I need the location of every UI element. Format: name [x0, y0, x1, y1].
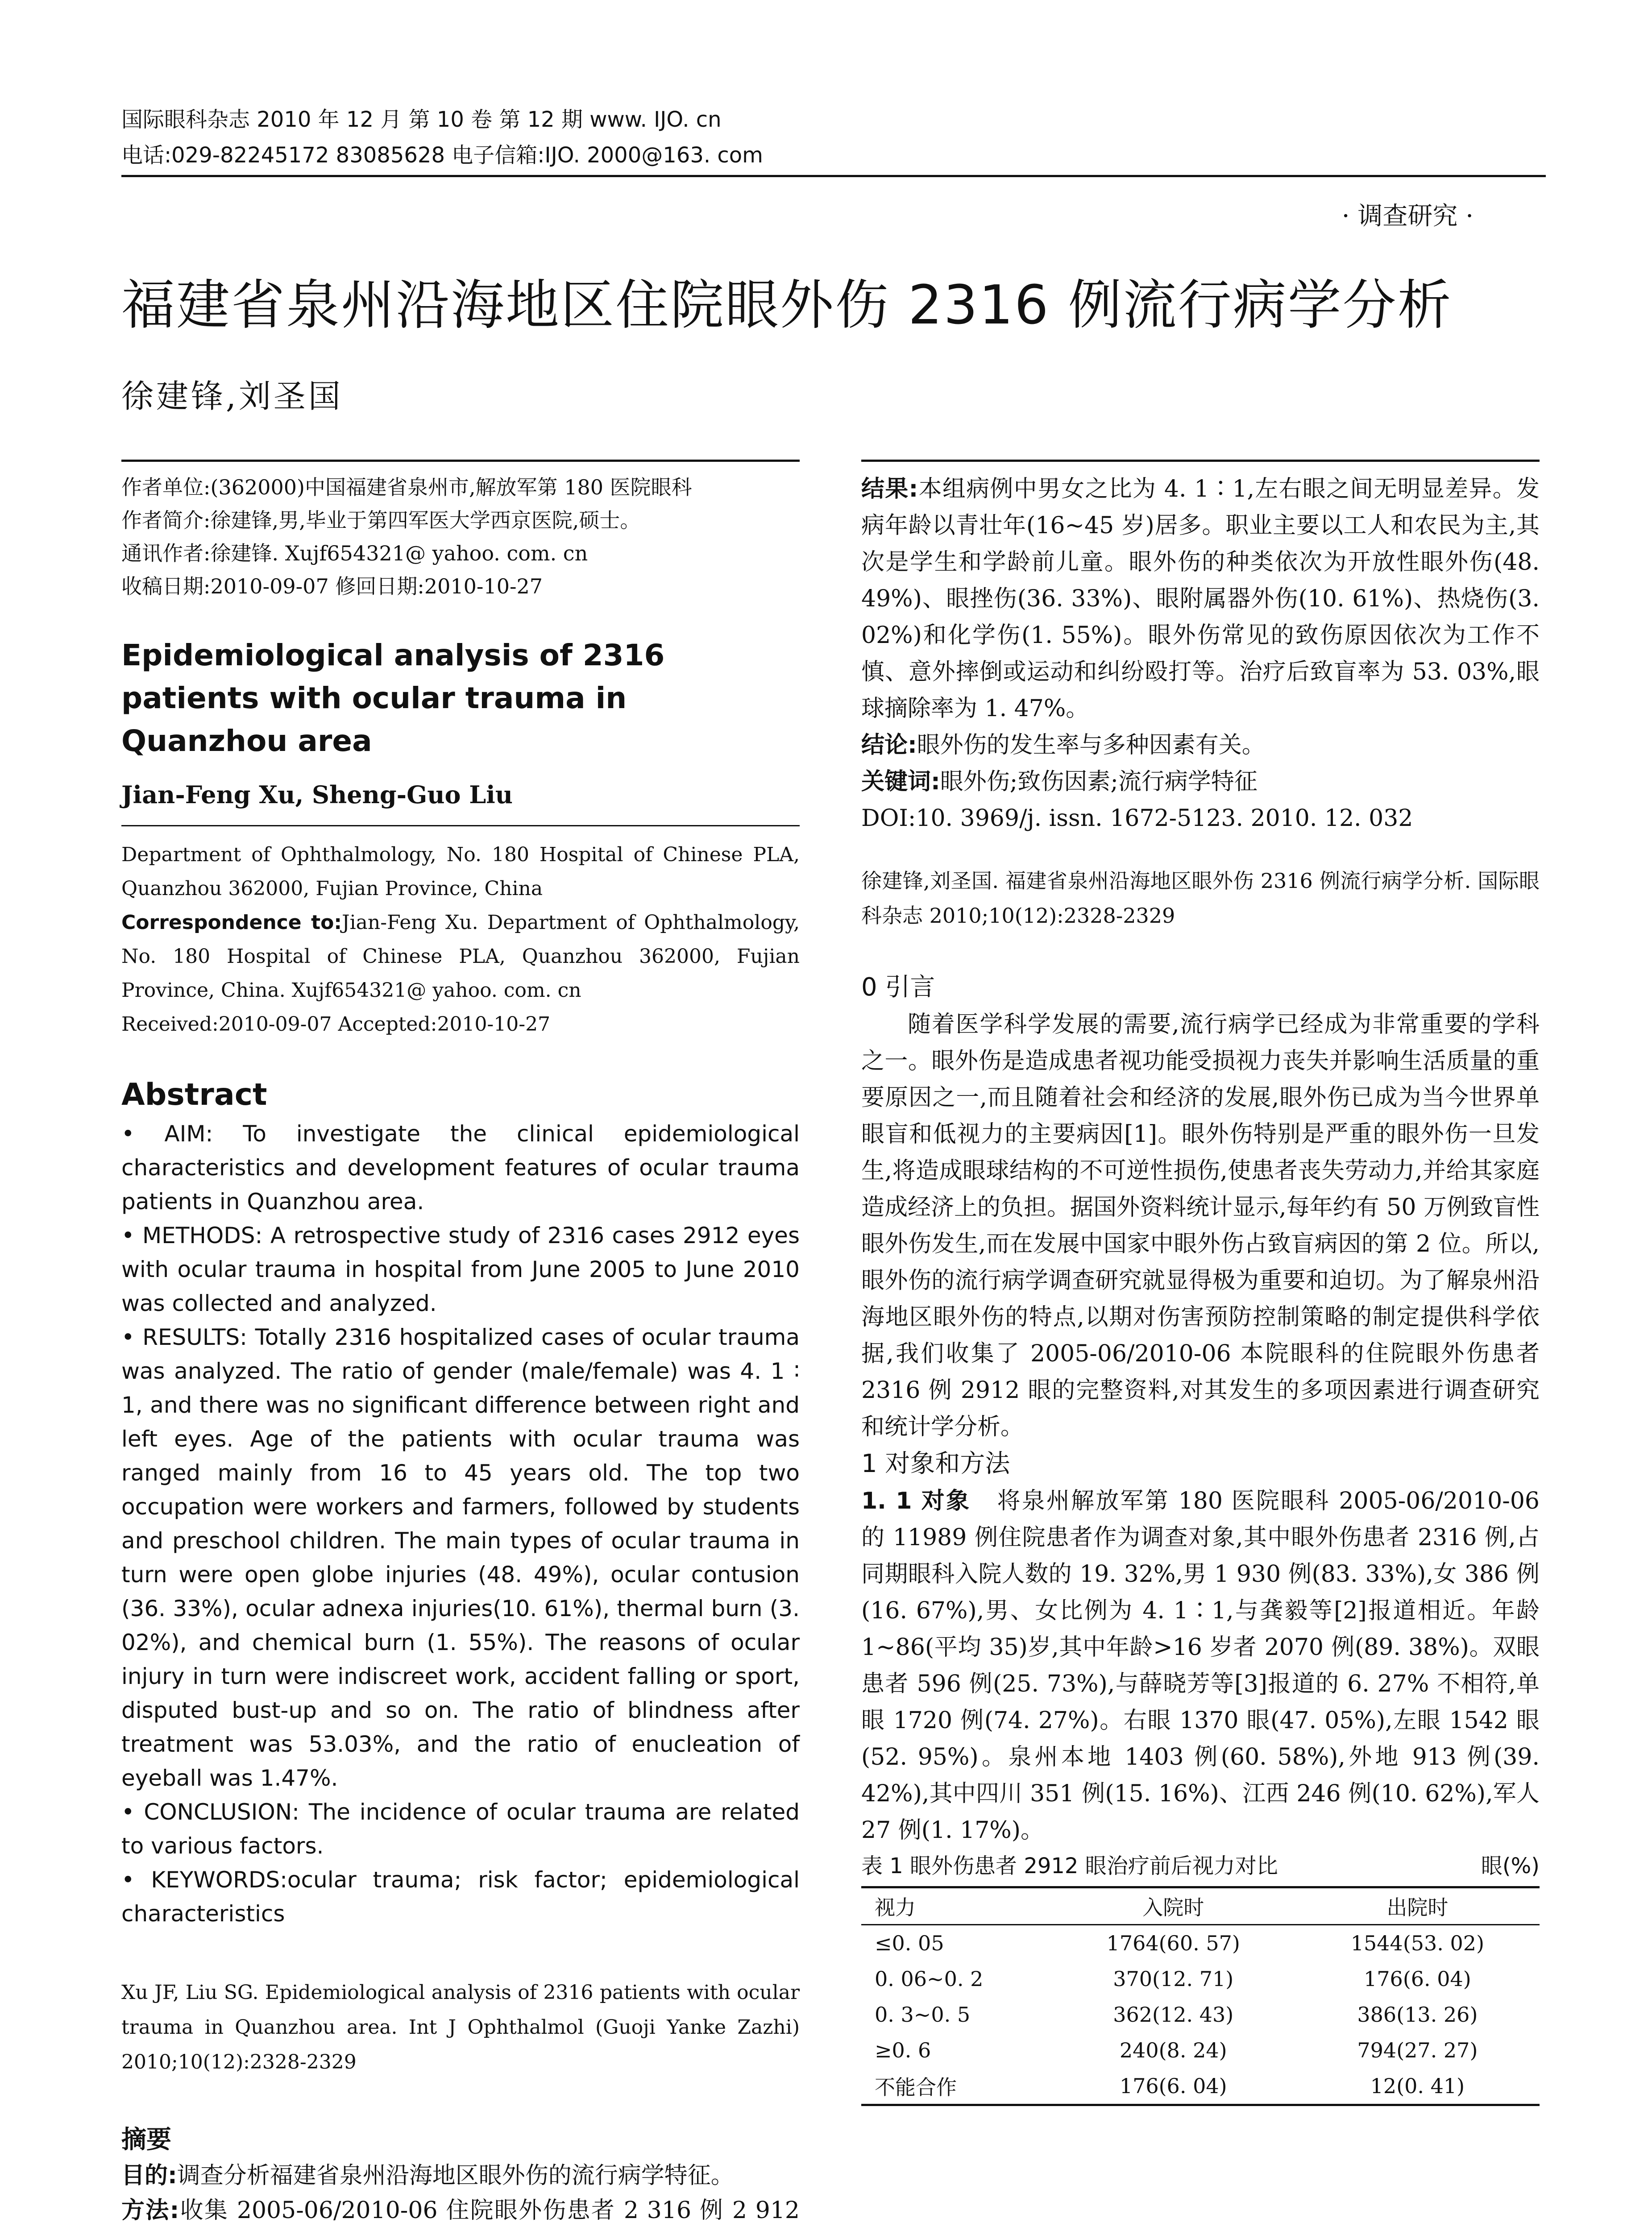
- author-affiliation: 作者单位:(362000)中国福建省泉州市,解放军第 180 医院眼科: [121, 475, 692, 499]
- abstract-cn-text: 本组病例中男女之比为 4. 1∶1,左右眼之间无明显差异。发病年龄以青壮年(16~45 岁)居多。职业主要以工人和农民为主,其次是学生和学龄前儿童。眼外伤的种类依次为开放性眼外伤(48. 49%)、眼挫伤(36. 33%)、眼附属器外伤(10. 61%)、热烧伤(3. 02%)和化学伤(1. 55%)。眼外伤常见的致伤原因依次为工作不慎、意外摔倒或运动和纠纷殴打等。治疗后致盲率为 53. 03%,眼球摘除率为 1. 47%。: [861, 476, 1540, 722]
- table-cell: 1764(60. 57): [1106, 1931, 1240, 1955]
- left-column-rule: [121, 460, 800, 462]
- abstract-cn-methods: [121, 2193, 800, 2231]
- intro-heading: 0 引言: [861, 973, 935, 1002]
- abstract-text: ocular trauma; risk factor; epidemiological characteristics: [121, 1867, 800, 1927]
- header-rule: [121, 175, 1546, 177]
- abstract-cn-label: 方法:: [121, 2197, 179, 2224]
- abstract-heading: Abstract: [121, 1077, 267, 1112]
- abstract-cn-results: [861, 471, 1540, 727]
- abstract-text: Totally 2316 hospitalized cases of ocular trauma was analyzed. The ratio of gender (male/female) was 4. 1 ∶ 1, and there was no significant difference between right and left eyes. Age of the patients with ocular trauma was ranged mainly from 16 to 45 years old. The top two occupation were workers and farmers, followed by students and preschool children. The main types of ocular trauma in turn were open globe injuries (48. 49%), ocular contusion (36. 33%), ocular adnexa injuries(10. 61%), thermal burn (3. 02%), and chemical burn (1. 55%). The reasons of ocular injury in turn were indiscreet work, accident falling or sport, disputed bust-up and so on. The ratio of blindness after treatment was 53.03%, and the ratio of enucleation of eyeball was 1.47%.: [121, 1324, 800, 1791]
- abstract-cn-heading: 摘要: [121, 2125, 171, 2154]
- right-column-rule: [861, 460, 1540, 462]
- correspondence-en: [121, 906, 800, 1008]
- abstract-methods: [121, 1219, 800, 1320]
- doi-text: DOI:10. 3969/j. issn. 1672-5123. 2010. 12. 032: [861, 805, 1413, 832]
- abstract-cn-left: [121, 2158, 800, 2231]
- abstract-cn-label: 结果:: [861, 476, 918, 502]
- abstract-cn-objective: [121, 2158, 800, 2193]
- abstract-text: To investigate the clinical epidemiological characteristics and development features of ocular trauma patients in Quanzhou area.: [121, 1121, 800, 1215]
- table-cell: 1544(53. 02): [1350, 1931, 1485, 1955]
- abstract-label: • KEYWORDS:: [121, 1867, 287, 1893]
- author-info: [121, 471, 800, 603]
- table-cell: 0. 3~0. 5: [875, 2003, 971, 2027]
- table-header: 出院时: [1386, 1895, 1449, 1920]
- abstract-aim: [121, 1117, 800, 1219]
- abstract-cn-conclusion: [861, 727, 1540, 763]
- authors-en: Jian-Feng Xu, Sheng-Guo Liu: [121, 780, 513, 809]
- abstract-cn-text: 收集 2005-06/2010-06 住院眼外伤患者 2 316 例 2 912: [179, 2197, 800, 2224]
- subjects-label: 1. 1 对象: [861, 1488, 971, 1514]
- table-cell: ≥0. 6: [875, 2038, 931, 2062]
- abstract-cn-label: 结论:: [861, 732, 917, 759]
- submission-dates: 收稿日期:2010-09-07 修回日期:2010-10-27: [121, 574, 543, 598]
- abstract-label: • AIM:: [121, 1121, 213, 1147]
- table-row: [861, 1961, 1540, 1997]
- authors-cn: 徐建锋,刘圣国: [121, 377, 343, 415]
- abstract-results: [121, 1320, 800, 1795]
- journal-header-line2: 电话:029-82245172 83085628 电子信箱:IJO. 2000@163. com: [121, 143, 763, 168]
- affiliation-en: Department of Ophthalmology, No. 180 Hospital of Chinese PLA, Quanzhou 362000, Fujian Province, China: [121, 843, 800, 900]
- table-caption-text: 表 1 眼外伤患者 2912 眼治疗前后视力对比: [861, 1854, 1278, 1879]
- citation-en: Xu JF, Liu SG. Epidemiological analysis of 2316 patients with ocular trauma in Quanzhou area. Int J Ophthalmol (Guoji Yanke Zazhi) 2010;10(12):2328-2329: [121, 1981, 800, 2073]
- subjects-text: 将泉州解放军第 180 医院眼科 2005-06/2010-06 的 11989 例住院患者作为调查对象,其中眼外伤患者 2316 例,占同期眼科入院人数的 19. 32%,男 1 930 例(83. 33%),女 386 例(16. 67%),男、女比例为 4. 1∶1,与龚毅等[2]报道相近。年龄 1~86(平均 35)岁,其中年龄>16 岁者 2070 例(89. 38%)。双眼患者 596 例(25. 73%),与薛晓芳等[3]报道的 6. 27% 不相符,单眼 1720 例(74. 27%)。右眼 1370 眼(47. 05%),左眼 1542 眼(52. 95%)。泉州本地 1403 例(60. 58%),外地 913 例(39. 42%),其中四川 351 例(15. 16%)、江西 246 例(10. 62%),军人 27 例(1. 17%)。: [861, 1488, 1540, 1844]
- table-cell: 不能合作: [875, 2075, 957, 2099]
- table-row: [861, 2032, 1540, 2068]
- abstract-label: • CONCLUSION:: [121, 1799, 299, 1825]
- table-cell: 176(6. 04): [1119, 2074, 1227, 2098]
- abstract-cn-label: 关键词:: [861, 768, 940, 795]
- table-header: 视力: [875, 1895, 916, 1920]
- table-row: [861, 1925, 1540, 1961]
- abstract-label: • METHODS:: [121, 1223, 263, 1248]
- table-cell: 794(27. 27): [1357, 2038, 1478, 2062]
- abstract-keywords: [121, 1863, 800, 1931]
- section-tag: · 调查研究 ·: [1341, 202, 1474, 231]
- table-cell: 240(8. 24): [1119, 2038, 1227, 2062]
- affiliation-rule: [121, 825, 800, 826]
- table-row: [861, 2068, 1540, 2105]
- abstract-text: The incidence of ocular trauma are related to various factors.: [121, 1799, 800, 1859]
- table-cell: ≤0. 05: [875, 1931, 944, 1955]
- correspondence-label: Correspondence to:: [121, 911, 342, 934]
- abstract-cn-text: 眼外伤的发生率与多种因素有关。: [917, 732, 1265, 759]
- doi: [861, 800, 1540, 837]
- article-title-en: Epidemiological analysis of 2316 patients with ocular trauma in Quanzhou area: [121, 638, 665, 758]
- citation-cn: 徐建锋,刘圣国. 福建省泉州沿海地区眼外伤 2316 例流行病学分析. 国际眼科杂志 2010;10(12):2328-2329: [861, 869, 1540, 928]
- methods-heading: 1 对象和方法: [861, 1449, 1010, 1478]
- table-cell: 12(0. 41): [1370, 2074, 1465, 2098]
- table-cell: 362(12. 43): [1113, 2003, 1234, 2027]
- table-cell: 0. 06~0. 2: [875, 1967, 984, 1991]
- abstract-text: A retrospective study of 2316 cases 2912 eyes with ocular trauma in hospital from June 2005 to June 2010 was collected and analyzed.: [121, 1223, 800, 1316]
- intro-text: 随着医学科学发展的需要,流行病学已经成为非常重要的学科之一。眼外伤是造成患者视功能受损视力丧失并影响生活质量的重要原因之一,而且随着社会和经济的发展,眼外伤已成为当今世界单眼盲和低视力的主要病因[1]。眼外伤特别是严重的眼外伤一旦发生,将造成眼球结构的不可逆性损伤,使患者丧失劳动力,并给其家庭造成经济上的负担。据国外资料统计显示,每年约有 50 万例致盲性眼外伤发生,而在发展中国家中眼外伤占致盲病因的第 2 位。所以,眼外伤的流行病学调查研究就显得极为重要和迫切。为了解泉州沿海地区眼外伤的特点,以期对伤害预防控制策略的制定提供科学依据,我们收集了 2005-06/2010-06 本院眼科的住院眼外伤患者 2316 例 2912 眼的完整资料,对其发生的多项因素进行调查研究和统计学分析。: [861, 1011, 1540, 1440]
- abstract-cn-text: 调查分析福建省泉州沿海地区眼外伤的流行病学特征。: [177, 2162, 734, 2189]
- abstract-cn-text: 眼外伤;致伤因素;流行病学特征: [940, 768, 1258, 795]
- table-cell: 176(6. 04): [1364, 1967, 1471, 1991]
- correspondence-text: Jian-Feng Xu. Department of Ophthalmology, No. 180 Hospital of Chinese PLA, Quanzhou 362000, Fujian Province, China. Xujf654321@ yahoo. com. cn: [121, 911, 800, 1002]
- table-header: 入院时: [1142, 1895, 1204, 1920]
- abstract-cn-keywords: [861, 763, 1540, 800]
- abstract-conclusion: [121, 1795, 800, 1863]
- table-cell: 370(12. 71): [1113, 1967, 1234, 1991]
- author-bio: 作者简介:徐建锋,男,毕业于第四军医大学西京医院,硕士。: [121, 508, 641, 532]
- table-header-row: [861, 1887, 1540, 1925]
- article-title-cn: 福建省泉州沿海地区住院眼外伤 2316 例流行病学分析: [121, 274, 1453, 336]
- vision-table: [861, 1886, 1540, 2106]
- table-row: [861, 1997, 1540, 2032]
- subjects-paragraph: [861, 1483, 1540, 1849]
- corresponding-author: 通讯作者:徐建锋. Xujf654321@ yahoo. com. cn: [121, 541, 588, 565]
- abstract-label: • RESULTS:: [121, 1324, 247, 1350]
- received-accepted: Received:2010-09-07 Accepted:2010-10-27: [121, 1013, 551, 1036]
- journal-header-line1: 国际眼科杂志 2010 年 12 月 第 10 卷 第 12 期 www. IJO. cn: [121, 107, 722, 132]
- abstract-cn-label: 目的:: [121, 2162, 177, 2189]
- right-column: [861, 460, 1540, 2106]
- abstract-cn-right: [861, 471, 1540, 837]
- table-cell: 386(13. 26): [1357, 2003, 1478, 2027]
- left-column: [121, 460, 800, 2231]
- table-unit: 眼(%): [1481, 1854, 1540, 1879]
- abstract-en: [121, 1117, 800, 1931]
- table-caption: [861, 1850, 1540, 1882]
